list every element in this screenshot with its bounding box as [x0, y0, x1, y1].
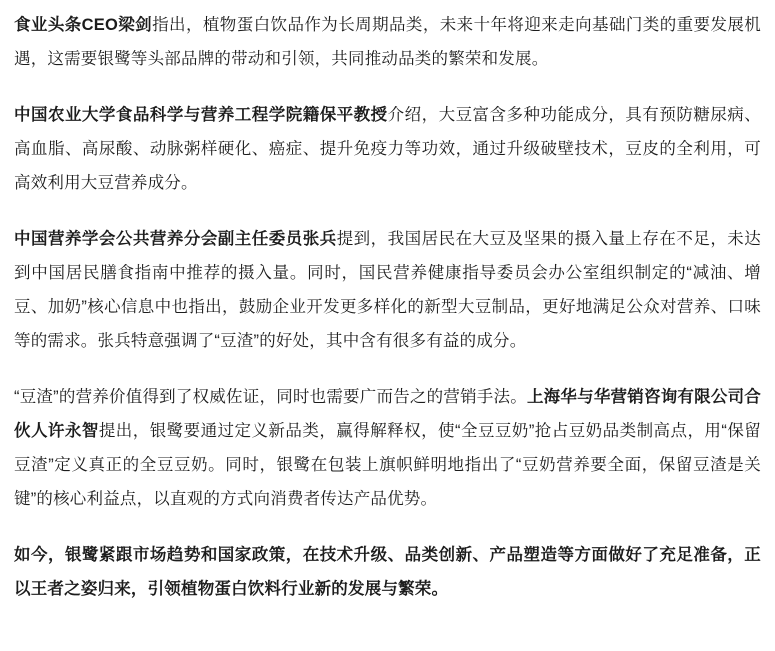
- emphasis-text: 中国营养学会公共营养分会副主任委员张兵: [14, 230, 337, 248]
- paragraph: [14, 538, 761, 606]
- body-text: 提到，我国居民在大豆及坚果的摄入量上存在不足，未达到中国居民膳食指南中推荐的摄入量。同时，国民营养健康指导委员会办公室组织制定的“减油、增豆、加奶”核心信息中也指出，鼓励企业开发更多样化的新型大豆制品，更好地满足公众对营养、口味等的需求。张兵特意强调了“豆渣”的好处，其中含有很多有益的成分。: [14, 230, 761, 350]
- body-text: 指出，植物蛋白饮品作为长周期品类，未来十年将迎来走向基础门类的重要发展机遇，这需要银鹭等头部品牌的带动和引领，共同推动品类的繁荣和发展。: [14, 16, 762, 68]
- body-text: “豆渣”的营养价值得到了权威佐证，同时也需要广而告之的营销手法。: [14, 388, 527, 406]
- body-text: 介绍，大豆富含多种功能成分，具有预防糖尿病、高血脂、高尿酸、动脉粥样硬化、癌症、提升免疫力等功效，通过升级破壁技术，豆皮的全利用，可高效利用大豆营养成分。: [14, 106, 761, 192]
- paragraph: [14, 222, 761, 358]
- paragraph: [14, 380, 761, 516]
- emphasis-text: 上海华与华营销咨询有限公司合伙人许永智: [14, 388, 761, 440]
- body-text: 提出，银鹭要通过定义新品类，赢得解释权，使“全豆豆奶”抢占豆奶品类制高点，用“保留豆渣”定义真正的全豆豆奶。同时，银鹭在包装上旗帜鲜明地指出了“豆奶营养要全面，保留豆渣是关键”的核心利益点，以直观的方式向消费者传达产品优势。: [14, 422, 761, 508]
- emphasis-text: 中国农业大学食品科学与营养工程学院籍保平教授: [14, 106, 388, 124]
- emphasis-text: 食业头条CEO梁剑: [14, 16, 153, 34]
- paragraph: [14, 8, 761, 76]
- emphasis-text: 如今，银鹭紧跟市场趋势和国家政策，在技术升级、品类创新、产品塑造等方面做好了充足准备，正以王者之姿归来，引领植物蛋白饮料行业新的发展与繁荣。: [14, 546, 761, 598]
- paragraph: [14, 98, 761, 200]
